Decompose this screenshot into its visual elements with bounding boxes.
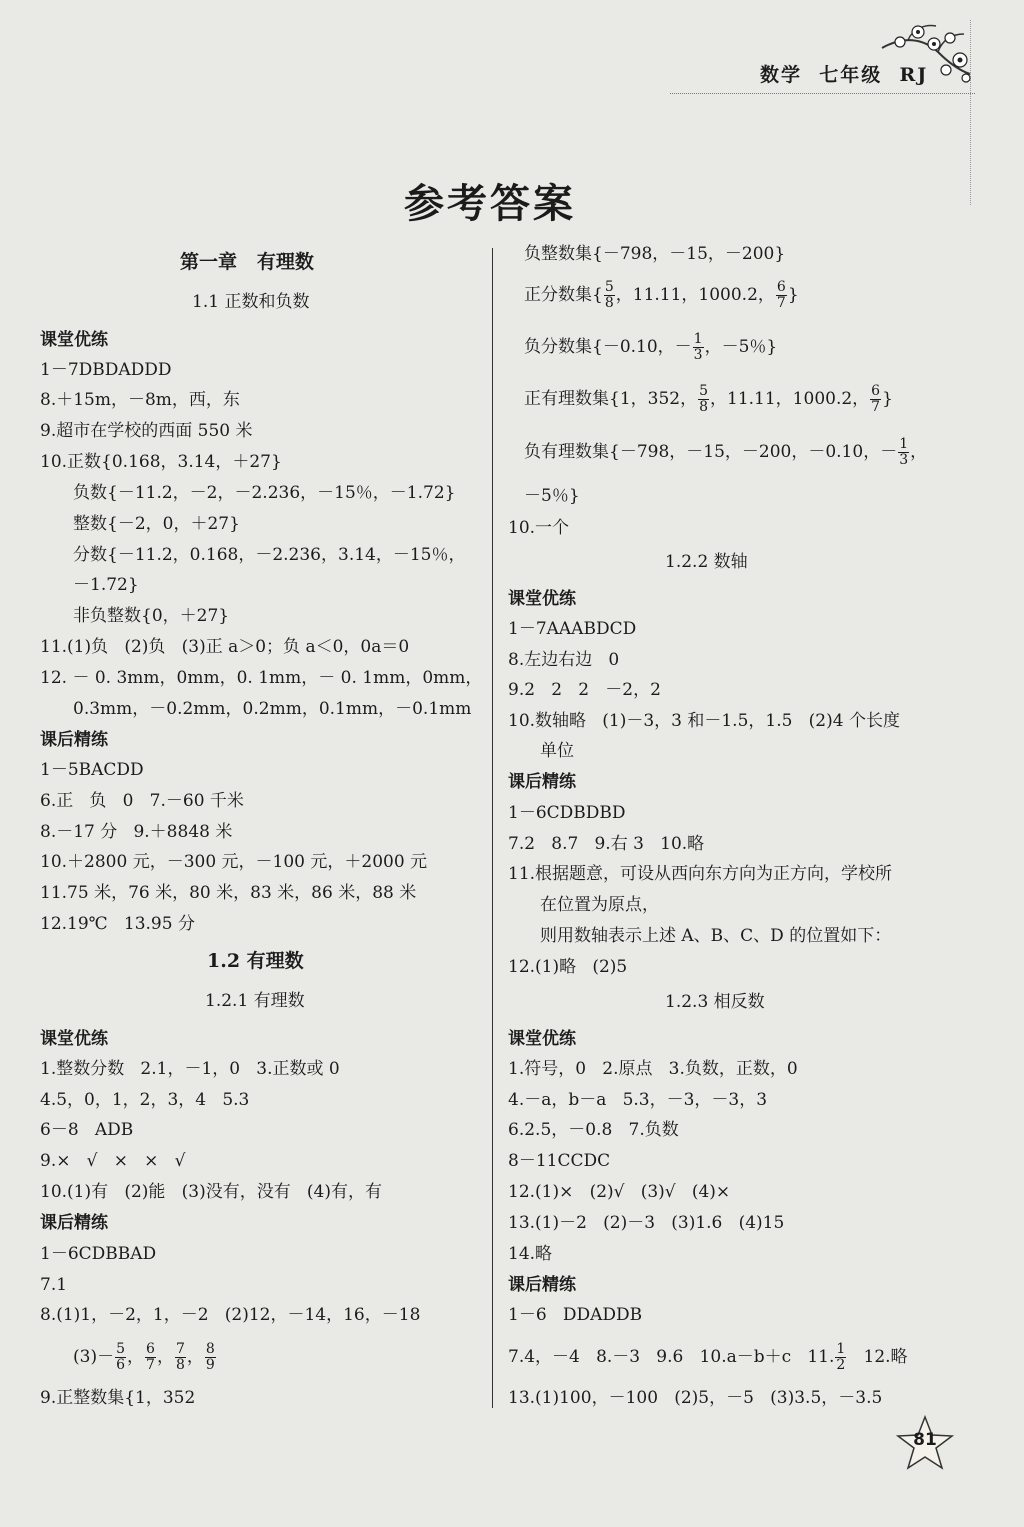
fraction: $\frac{1}{2}$ [836,1341,846,1373]
subsection-label: 课后精练 [40,1213,108,1233]
answer-line: 1－7AAABDCD [508,619,637,639]
chapter-heading: 第一章 有理数 [180,251,314,273]
subsection-label: 课堂优练 [40,330,108,350]
section-heading: 1.2.1 有理数 [205,991,305,1011]
fraction: $\frac{5}{8}$ [604,279,614,311]
answer-line: 11.75 米，76 米，80 米，83 米，86 米，88 米 [40,883,417,903]
answer-line: 1－6 DDADDB [508,1305,643,1325]
fraction: $\frac{5}{8}$ [699,383,709,415]
answer-line: 10.一个 [508,518,570,538]
answer-line: 9.超市在学校的西面 550 米 [40,421,253,441]
fraction: $\frac{1}{3}$ [693,331,703,363]
answer-line: 12.19℃ 13.95 分 [40,914,195,934]
section-heading: 1.1 正数和负数 [192,292,310,312]
answer-line-fractions: 正有理数集{1，352， $\frac{5}{8}$ ，11.11，1000.2， $\frac{6}{7}$ } [524,383,893,415]
answer-line: 13.(1)－2 (2)－3 (3)1.6 (4)15 [508,1213,785,1233]
answer-line: 6－8 ADB [40,1120,134,1140]
answer-line: 在位置为原点， [540,895,659,915]
answer-line: 4.－a，b－a 5.3，－3，－3，3 [508,1090,768,1110]
answer-line: 整数{－2，0，＋27} [73,514,240,534]
answer-line: 10.(1)有 (2)能 (3)没有，没有 (4)有，有 [40,1182,382,1202]
answer-line: 负整数集{－798，－15，－200} [524,244,786,264]
subsection-label: 课堂优练 [508,589,576,609]
answer-line: 14.略 [508,1244,553,1264]
section-heading: 1.2 有理数 [207,950,304,972]
page-number: 81 [913,1430,937,1450]
answer-line: 10.＋2800 元，－300 元，－100 元，＋2000 元 [40,852,428,872]
fraction: $\frac{5}{6}$ [116,1341,126,1373]
answer-line: 10.正数{0.168，3.14，＋27} [40,452,282,472]
answer-line: 8.－17 分 9.＋8848 米 [40,822,233,842]
answer-line-fractions: (3)－ $\frac{5}{6}$ ， $\frac{6}{7}$ ， $\frac{7}{8}$ ， $\frac{8}{9}$ [73,1341,215,1373]
answer-line: 9.× √ × × √ [40,1151,186,1171]
page-title: 参考答案 [404,180,576,227]
answer-line: 1－6CDBBAD [40,1244,157,1264]
answer-line: 1－5BACDD [40,760,144,780]
answer-line: 9.2 2 2 －2，2 [508,680,661,700]
answer-line: 0.3mm，－0.2mm，0.2mm，0.1mm，－0.1mm [73,699,472,719]
fraction: $\frac{8}{9}$ [205,1341,215,1373]
answer-line: 12.(1)略 (2)5 [508,957,628,977]
answer-line: 8.左边右边 0 [508,650,620,670]
fraction: $\frac{7}{8}$ [175,1341,185,1373]
answer-line: 8.(1)1，－2，1，－2 (2)12，－14，16，－18 [40,1305,421,1325]
answer-line: 1.整数分数 2.1，－1，0 3.正数或 0 [40,1059,340,1079]
answer-line: 7.1 [40,1275,68,1295]
answer-line: －5％} [524,486,580,506]
answer-line: 1－7DBDADDD [40,360,172,380]
header-label: 数学 七年级 RJ [760,64,929,86]
answer-line: 6.2.5，－0.8 7.负数 [508,1120,679,1140]
answer-line: 7.2 8.7 9.右 3 10.略 [508,834,705,854]
fraction: $\frac{6}{7}$ [146,1341,155,1373]
answer-line: 11.(1)负 (2)负 (3)正 a＞0；负 a＜0，0a＝0 [40,637,410,657]
fraction: $\frac{1}{3}$ [899,436,909,468]
subsection-label: 课堂优练 [40,1029,108,1049]
fraction: $\frac{6}{7}$ [871,383,881,415]
subsection-label: 课后精练 [508,772,576,792]
answer-line: 4.5，0，1，2，3，4 5.3 [40,1090,250,1110]
subsection-label: 课后精练 [508,1275,576,1295]
section-heading: 1.2.3 相反数 [665,992,765,1012]
answer-line: 1.符号，0 2.原点 3.负数，正数，0 [508,1059,798,1079]
answer-line: 11.根据题意，可设从西向东方向为正方向，学校所 [508,864,893,884]
answer-line: 则用数轴表示上述 A、B、C、D 的位置如下： [540,926,892,946]
answer-line-fractions: 7.4，－4 8.－3 9.6 10.a－b＋c 11. $\frac{1}{2}$ 12.略 [508,1341,908,1373]
answer-line: 9.正整数集{1，352 [40,1388,196,1408]
answer-line-fractions: 负分数集{－0.10，－ $\frac{1}{3}$ ，－5％} [524,331,778,363]
answer-line: 6.正 负 0 7.－60 千米 [40,791,244,811]
answer-line: 1－6CDBDBD [508,803,626,823]
column-divider [492,248,493,1408]
answer-line: 12.(1)× (2)√ (3)√ (4)× [508,1182,731,1202]
answer-line: 8－11CCDC [508,1151,611,1171]
subsection-label: 课堂优练 [508,1029,576,1049]
fraction: $\frac{6}{7}$ [776,279,786,311]
answer-line: 10.数轴略 (1)－3，3 和－1.5，1.5 (2)4 个长度 [508,711,900,731]
answer-line-fractions: 正分数集{ $\frac{5}{8}$ ，11.11，1000.2， $\frac{6}{7}$ } [524,279,799,311]
section-heading: 1.2.2 数轴 [665,552,748,572]
answer-line: －1.72} [73,575,139,595]
answer-line: 8.＋15m，－8m，西，东 [40,390,240,410]
subsection-label: 课后精练 [40,730,108,750]
answer-line-fractions: 负有理数集{－798，－15，－200，－0.10，－ $\frac{1}{3}$ ， [524,436,928,468]
answer-line: 负数{－11.2，－2，－2.236，－15％，－1.72} [73,483,456,503]
answer-line: 非负整数{0，＋27} [73,606,230,626]
answer-line: 13.(1)100，－100 (2)5，－5 (3)3.5，－3.5 [508,1388,883,1408]
answer-line: 分数{－11.2，0.168，－2.236，3.14，－15％， [73,545,466,565]
answer-line: 12. － 0. 3mm，0mm，0. 1mm，－ 0. 1mm，0mm， [40,668,483,688]
answer-line: 单位 [540,741,574,761]
header-rule [670,93,975,94]
